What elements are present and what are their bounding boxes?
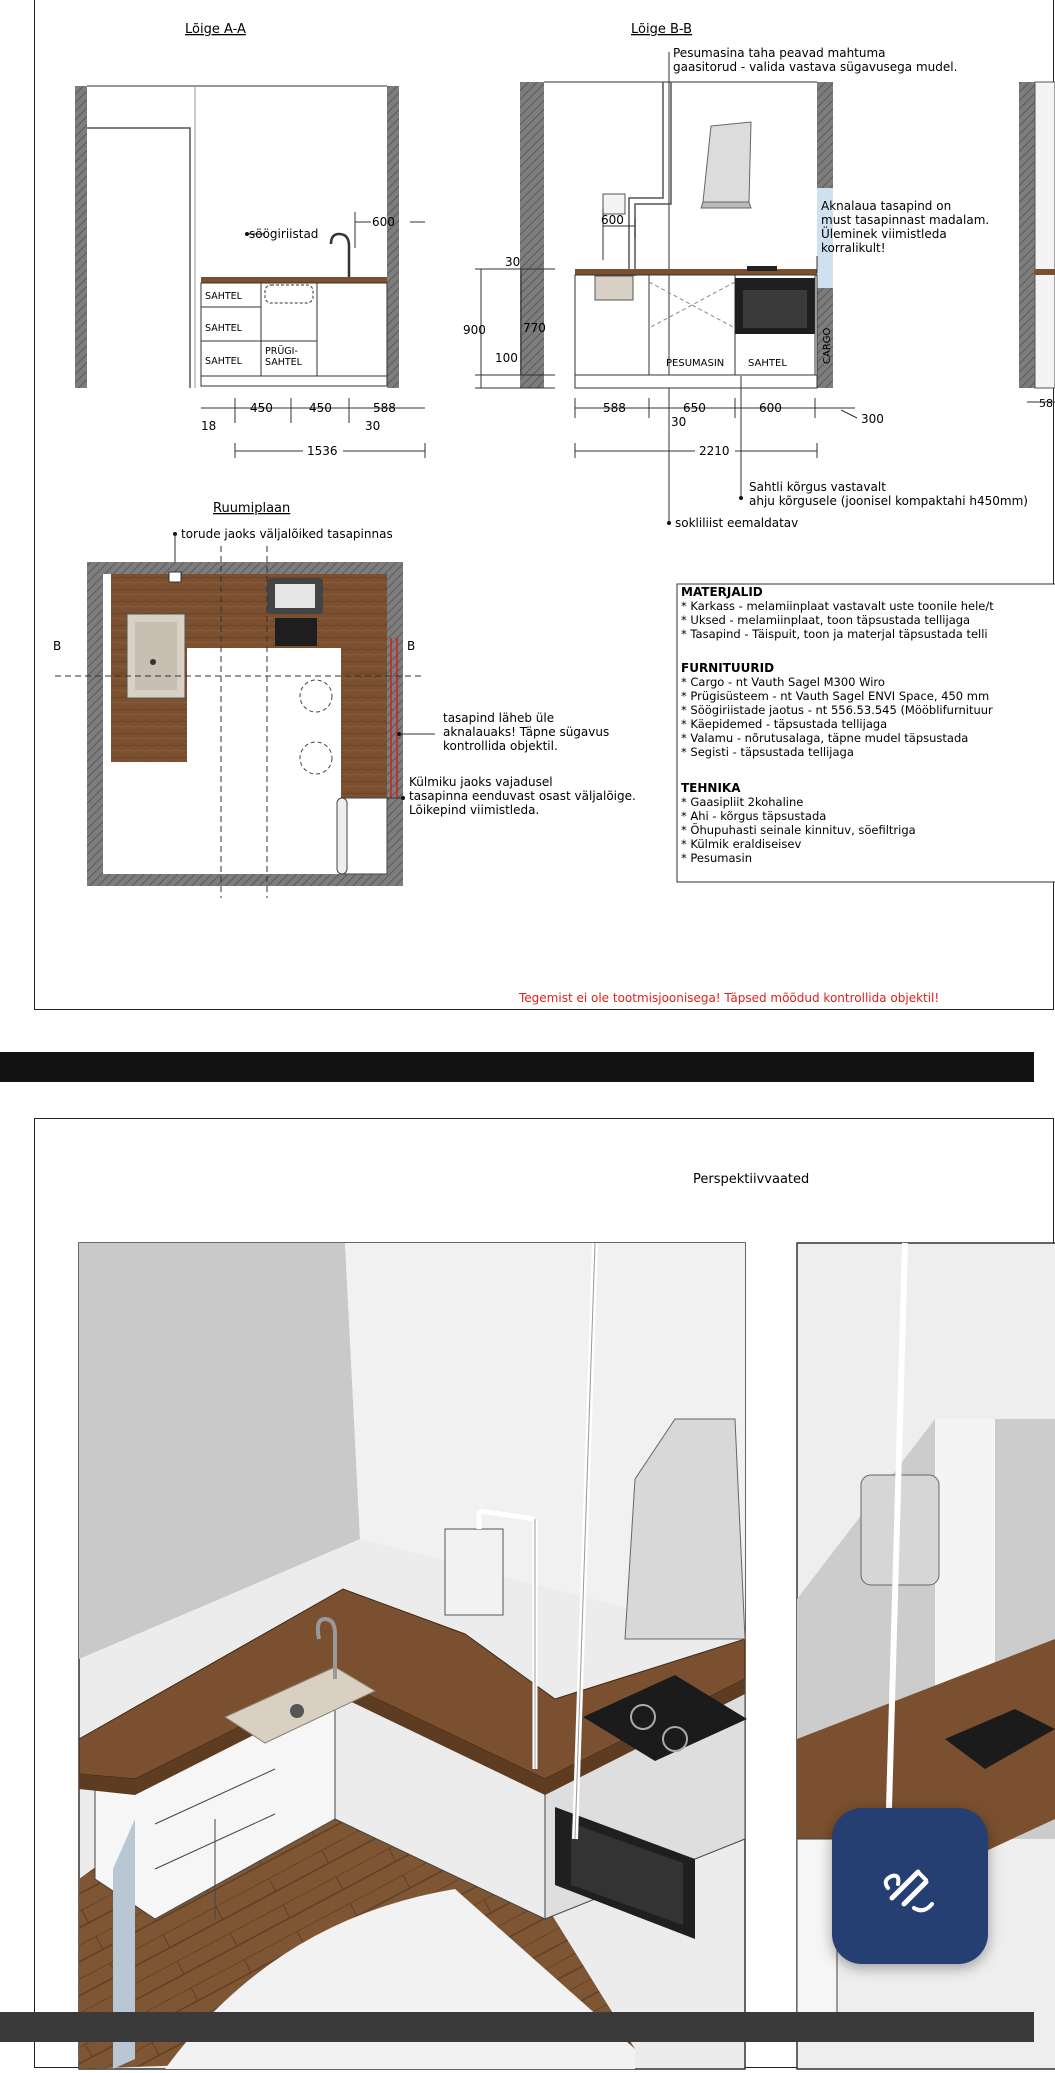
wall-hatch (387, 574, 403, 874)
dim-label: 588 (373, 401, 396, 415)
perspective-title: Perspektiivvaated (693, 1172, 810, 1187)
section-marker: B (407, 639, 416, 653)
window-note-line: aknalauaks! Täpne sügavus (443, 725, 610, 739)
drawing-sheet-1 (34, 0, 1054, 1010)
gas-note-line: Pesumasina taha peavad mahtuma (673, 46, 886, 60)
fittings-item: * Valamu - nõrutusalaga, täpne mudel täpsustada (681, 731, 969, 745)
appliances-item: * Pesumasin (681, 851, 753, 865)
warning-text: Tegemist ei ole tootmisjoonisega! Täpsed mõõdud kontrollida objektil! (519, 991, 940, 1005)
appliances-item: * Gaasipliit 2kohaline (681, 795, 804, 809)
window-note-line: kontrollida objektil. (443, 739, 558, 753)
boiler-icon (603, 194, 625, 214)
dim-label: 588 (603, 401, 626, 415)
drawer-height-note: Sahtli kõrgus vastavalt (749, 480, 886, 494)
materials-item: * Tasapind - Täispuit, toon ja materjal täpsustada telli (681, 627, 988, 641)
dim-label: 30 (671, 415, 687, 429)
cutlery-note: söögiriistad (249, 227, 319, 241)
sink-icon (595, 276, 633, 300)
dim-label: 300 (861, 412, 884, 426)
appliances-item: * Külmik eraldiseisev (681, 837, 802, 851)
perspective-boiler (445, 1529, 503, 1615)
materials-item: * Karkass - melamiinplaat vastavalt uste toonile hele/t (681, 599, 994, 613)
edit-fab-button[interactable] (832, 1808, 988, 1964)
fridge-note-line: Külmiku jaoks vajadusel (409, 775, 553, 789)
fittings-item: * Prügisüsteem - nt Vauth Sagel ENVI Space, 450 mm (681, 689, 990, 703)
materials-item: * Uksed - melamiinplaat, toon täpsustada tellijaga (681, 613, 971, 627)
fittings-item: * Käepidemed - täpsustada tellijaga (681, 717, 888, 731)
dim-label: 770 (523, 321, 546, 335)
drawer-height-note: ahju kõrgusele (joonisel kompaktahi h450mm) (749, 494, 1028, 508)
hob-icon (747, 266, 777, 271)
drawer-label: SAHTEL (265, 357, 302, 368)
fridge-note-line: tasapinna eenduvast osast väljalõige. (409, 789, 636, 803)
fittings-item: * Söögiriistade jaotus - nt 556.53.545 (Mööblifurnituur (681, 703, 993, 717)
perspective-view-1 (79, 1243, 747, 2069)
unit-label: PESUMASIN (666, 358, 725, 369)
range-hood (703, 122, 751, 202)
dim-label: 1536 (307, 444, 338, 458)
dim-label: 650 (683, 401, 706, 415)
dim-label: 450 (309, 401, 332, 415)
dim-label: 2210 (699, 444, 730, 458)
gas-note-line: gaasitorud - valida vastava sügavusega mudel. (673, 60, 958, 74)
wall-hatch (520, 82, 544, 388)
dim-label: 30 (365, 419, 381, 433)
edit-pen-icon (878, 1854, 942, 1918)
chair-outline (300, 680, 332, 712)
section-marker: B (53, 639, 62, 653)
plan-title: Ruumiplaan (213, 501, 291, 516)
appliances-heading: TEHNIKA (681, 781, 741, 795)
tap-icon (331, 234, 349, 277)
fridge-note-line: Lõikepind viimistleda. (409, 803, 540, 817)
plan-countertop (341, 574, 387, 798)
drawer-label: PRÜGI- (265, 346, 298, 357)
dim-label: 600 (372, 215, 395, 229)
dim-label: 600 (759, 401, 782, 415)
plan-fridge (341, 798, 387, 874)
drawer-label: SAHTEL (205, 323, 242, 334)
drawer-label: SAHTEL (205, 356, 242, 367)
pipes-note: torude jaoks väljalõiked tasapinnas (181, 527, 393, 541)
wall-hatch (87, 562, 403, 574)
sheet1-drawing (35, 0, 1055, 1010)
viewer-gap (0, 1052, 1034, 1082)
appliances-item: * Õhupuhasti seinale kinnituv, söefiltriga (681, 823, 916, 837)
plinth-note: sokliliist eemaldatav (675, 516, 799, 530)
dim-label: 600 (601, 213, 624, 227)
dim-label: 30 (505, 255, 521, 269)
sill-note-line: Üleminek viimistleda (821, 227, 947, 241)
wall-hatch (75, 86, 87, 388)
section-aa-title: Lõige A-A (185, 22, 246, 37)
appliances-item: * Ahi - kõrgus täpsustada (681, 809, 827, 823)
plan-hob (275, 618, 317, 646)
section-bb-title: Lõige B-B (631, 22, 693, 37)
dim-label: 58 (1039, 397, 1053, 410)
dim-label: 900 (463, 323, 486, 337)
materials-heading: MATERJALID (681, 585, 763, 599)
countertop (201, 277, 387, 283)
bottom-toolbar (0, 2012, 1034, 2042)
window-note-line: tasapind läheb üle (443, 711, 555, 725)
dim-label: 450 (250, 401, 273, 415)
chair-outline (300, 742, 332, 774)
wall-hatch (1019, 82, 1035, 388)
countertop (575, 269, 817, 275)
dim-label: 100 (495, 351, 518, 365)
wall-hatch (87, 574, 103, 874)
sill-note-line: must tasapinnast madalam. (821, 213, 990, 227)
sill-note-line: korralikult! (821, 241, 886, 255)
wall-hatch (87, 874, 403, 886)
unit-label: CARGO (822, 327, 833, 364)
drawer-label: SAHTEL (205, 291, 242, 302)
unit-label: SAHTEL (748, 358, 787, 369)
dim-label: 18 (201, 419, 217, 433)
sill-note-line: Aknalaua tasapind on (821, 199, 952, 213)
fittings-item: * Cargo - nt Vauth Sagel M300 Wiro (681, 675, 885, 689)
fittings-item: * Segisti - täpsustada tellijaga (681, 745, 854, 759)
wall-hatch (387, 86, 399, 388)
fittings-heading: FURNITUURID (681, 661, 775, 675)
